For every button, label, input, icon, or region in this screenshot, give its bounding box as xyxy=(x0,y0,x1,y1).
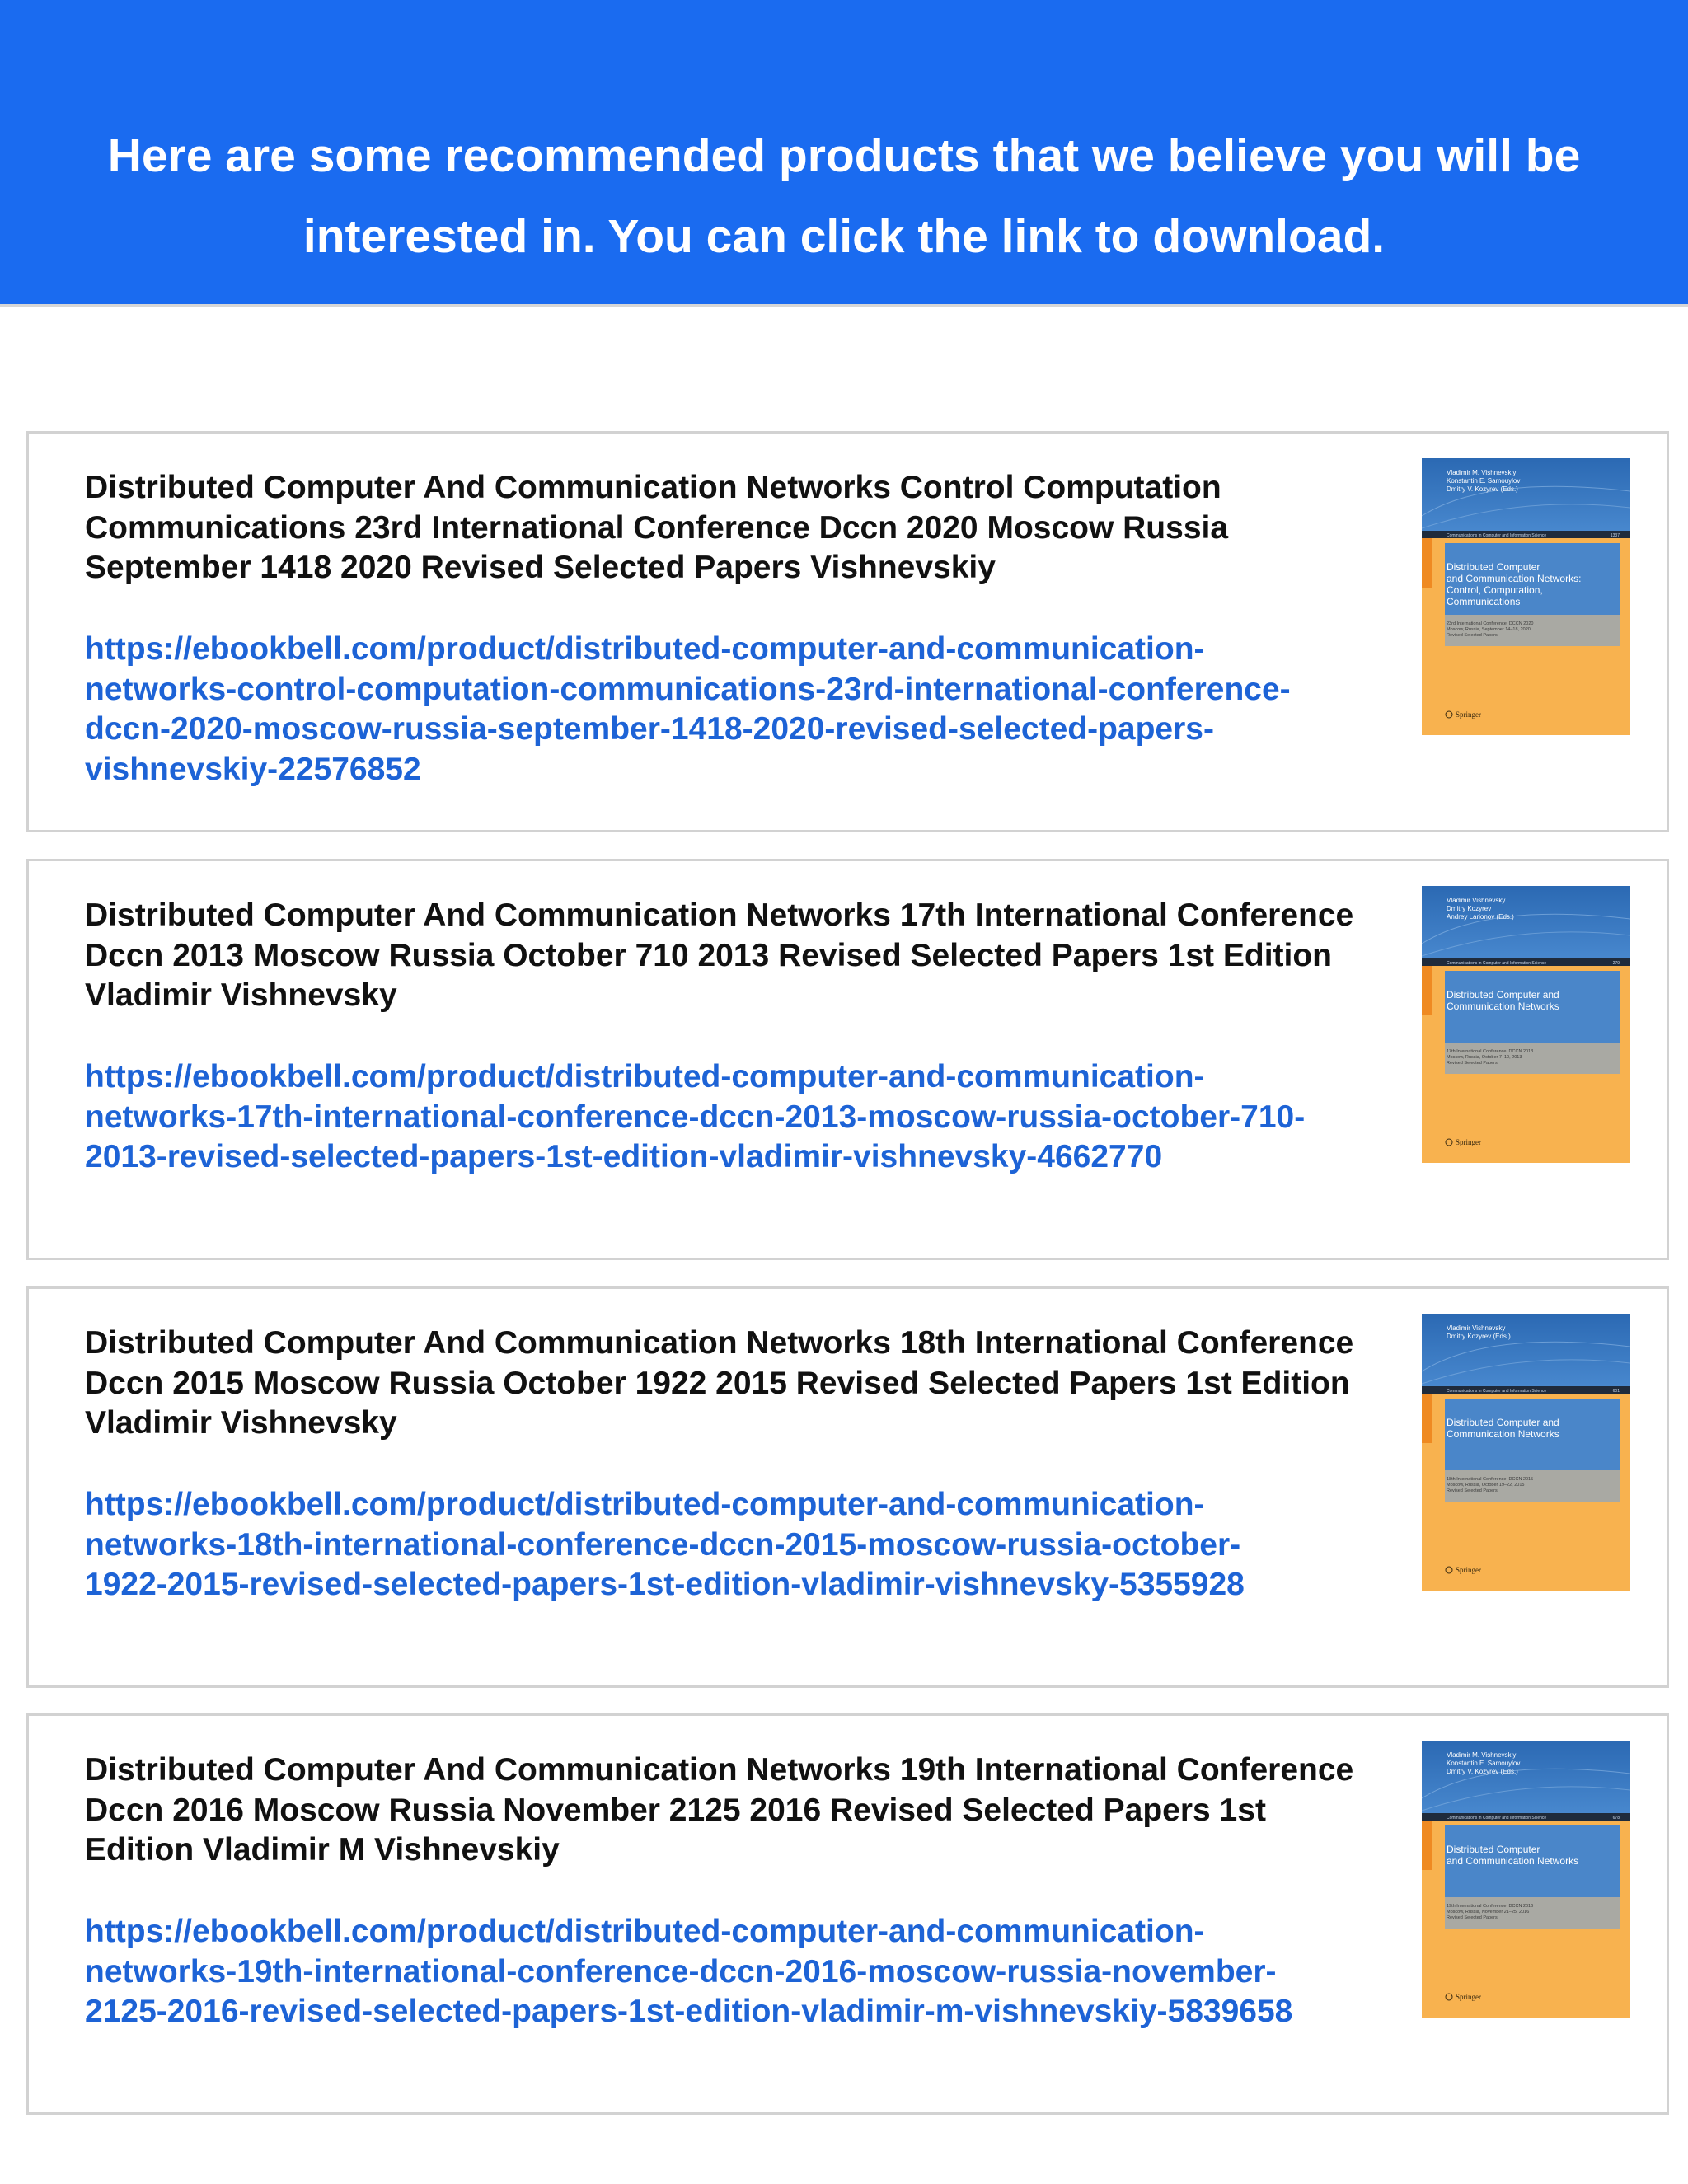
product-card xyxy=(26,431,1669,832)
svg-text:Vladimir M. Vishnevskiy: Vladimir M. Vishnevskiy xyxy=(1447,469,1517,476)
book-cover-image[interactable] xyxy=(1422,886,1630,1163)
product-download-link[interactable]: https://ebookbell.com/product/distributed-computer-and-communication-networks-control-computation-communications-23rd-international-conference-dccn-2020-moscow-russia-september-1418-2020-revised-selected-papers-vishnevskiy-22576852 xyxy=(85,631,1291,787)
svg-text:601: 601 xyxy=(1612,1389,1620,1394)
svg-text:Revised Selected Papers: Revised Selected Papers xyxy=(1447,633,1498,638)
product-download-link[interactable]: https://ebookbell.com/product/distributed-computer-and-communication-networks-17th-international-conference-dccn-2013-moscow-russia-october-710-2013-revised-selected-papers-1st-edition-vladimir-vishnevsky-4662770 xyxy=(85,1059,1306,1174)
svg-text:Distributed Computer and: Distributed Computer and xyxy=(1447,989,1559,1001)
svg-text:Dmitry Kozyrev (Eds.): Dmitry Kozyrev (Eds.) xyxy=(1447,1333,1511,1340)
svg-text:Communications in Computer and: Communications in Computer and Information Science xyxy=(1447,961,1547,966)
svg-text:Vladimir M. Vishnevskiy: Vladimir M. Vishnevskiy xyxy=(1447,1751,1517,1759)
svg-text:Konstantin E. Samouylov: Konstantin E. Samouylov xyxy=(1447,1760,1521,1767)
svg-text:Communications in Computer and: Communications in Computer and Information Science xyxy=(1447,533,1547,538)
svg-text:23rd International Conference,: 23rd International Conference, DCCN 2020 xyxy=(1447,621,1534,626)
product-card xyxy=(26,1286,1669,1688)
svg-text:and Communication Networks: and Communication Networks xyxy=(1447,1855,1579,1867)
svg-text:Springer: Springer xyxy=(1456,1138,1481,1146)
svg-text:Communication Networks: Communication Networks xyxy=(1447,1001,1559,1012)
product-title: Distributed Computer And Communication Networks 19th International Conference Dccn 2016 Moscow Russia November 2125 2016 Revised Selected Papers 1st Edition Vladimir M Vishnevskiy xyxy=(85,1752,1354,1868)
svg-text:Springer: Springer xyxy=(1456,1993,1481,2001)
svg-text:Moscow, Russia, October 19–22,: Moscow, Russia, October 19–22, 2015 xyxy=(1447,1483,1525,1488)
svg-text:1337: 1337 xyxy=(1610,533,1620,538)
recommendation-banner xyxy=(0,0,1688,307)
svg-text:279: 279 xyxy=(1612,961,1620,966)
product-card xyxy=(26,1713,1669,2115)
product-title: Distributed Computer And Communication Networks 17th International Conference Dccn 2013 Moscow Russia October 710 2013 Revised Selected Papers 1st Edition Vladimir Vishnevsky xyxy=(85,898,1354,1013)
svg-text:Dmitry V. Kozyrev (Eds.): Dmitry V. Kozyrev (Eds.) xyxy=(1447,485,1518,493)
svg-text:678: 678 xyxy=(1612,1816,1620,1821)
svg-text:17th International Conference,: 17th International Conference, DCCN 2013 xyxy=(1447,1049,1534,1054)
svg-text:Moscow, Russia, October 7–10,: Moscow, Russia, October 7–10, 2013 xyxy=(1447,1055,1522,1060)
svg-text:Communications in Computer and: Communications in Computer and Information Science xyxy=(1447,1816,1547,1821)
svg-text:Dmitry V. Kozyrev (Eds.): Dmitry V. Kozyrev (Eds.) xyxy=(1447,1768,1518,1775)
product-download-link[interactable]: https://ebookbell.com/product/distributed-computer-and-communication-networks-18th-international-conference-dccn-2015-moscow-russia-october-1922-2015-revised-selected-papers-1st-edition-vladimir-vishnevsky-5355928 xyxy=(85,1487,1245,1602)
product-download-link[interactable]: https://ebookbell.com/product/distributed-computer-and-communication-networks-19th-international-conference-dccn-2016-moscow-russia-november-2125-2016-revised-selected-papers-1st-edition-vladimir-m-vishnevskiy-5839658 xyxy=(85,1914,1293,2029)
svg-text:Revised Selected Papers: Revised Selected Papers xyxy=(1447,1915,1498,1920)
svg-text:19th International Conference,: 19th International Conference, DCCN 2016 xyxy=(1447,1904,1534,1909)
svg-text:and Communication Networks:: and Communication Networks: xyxy=(1447,573,1582,584)
svg-text:Communications in Computer and: Communications in Computer and Information Science xyxy=(1447,1389,1547,1394)
book-cover-image[interactable] xyxy=(1422,1741,1630,2018)
svg-text:Moscow, Russia, September 14–1: Moscow, Russia, September 14–18, 2020 xyxy=(1447,627,1531,632)
svg-text:Springer: Springer xyxy=(1456,1566,1481,1574)
svg-text:Distributed Computer: Distributed Computer xyxy=(1447,561,1540,573)
svg-text:Andrey Larionov (Eds.): Andrey Larionov (Eds.) xyxy=(1447,913,1514,921)
product-card xyxy=(26,859,1669,1260)
svg-text:18th International Conference,: 18th International Conference, DCCN 2015 xyxy=(1447,1477,1534,1482)
svg-text:Springer: Springer xyxy=(1456,710,1481,719)
svg-text:Revised Selected Papers: Revised Selected Papers xyxy=(1447,1488,1498,1493)
svg-text:Communications: Communications xyxy=(1447,596,1521,607)
svg-text:Moscow, Russia, November 21–25: Moscow, Russia, November 21–25, 2016 xyxy=(1447,1910,1530,1915)
banner-text: Here are some recommended products that we believe you will be interested in. You can click the link to download. xyxy=(107,129,1581,263)
book-cover-image[interactable] xyxy=(1422,458,1630,735)
svg-text:Vladimir Vishnevsky: Vladimir Vishnevsky xyxy=(1447,897,1506,904)
book-cover-image[interactable] xyxy=(1422,1314,1630,1591)
svg-text:Dmitry Kozyrev: Dmitry Kozyrev xyxy=(1447,905,1492,912)
svg-text:Revised Selected Papers: Revised Selected Papers xyxy=(1447,1061,1498,1066)
svg-text:Konstantin E. Samouylov: Konstantin E. Samouylov xyxy=(1447,477,1521,485)
svg-text:Vladimir Vishnevsky: Vladimir Vishnevsky xyxy=(1447,1324,1506,1332)
product-title: Distributed Computer And Communication Networks 18th International Conference Dccn 2015 Moscow Russia October 1922 2015 Revised Selected Papers 1st Edition Vladimir Vishnevsky xyxy=(85,1325,1354,1441)
svg-text:Control, Computation,: Control, Computation, xyxy=(1447,584,1543,596)
svg-text:Distributed Computer: Distributed Computer xyxy=(1447,1844,1540,1855)
svg-text:Distributed Computer and: Distributed Computer and xyxy=(1447,1417,1559,1428)
svg-text:Communication Networks: Communication Networks xyxy=(1447,1428,1559,1440)
product-title: Distributed Computer And Communication Networks Control Computation Communications 23rd International Conference Dccn 2020 Moscow Russia September 1418 2020 Revised Selected Papers Vishnevskiy xyxy=(85,470,1229,585)
